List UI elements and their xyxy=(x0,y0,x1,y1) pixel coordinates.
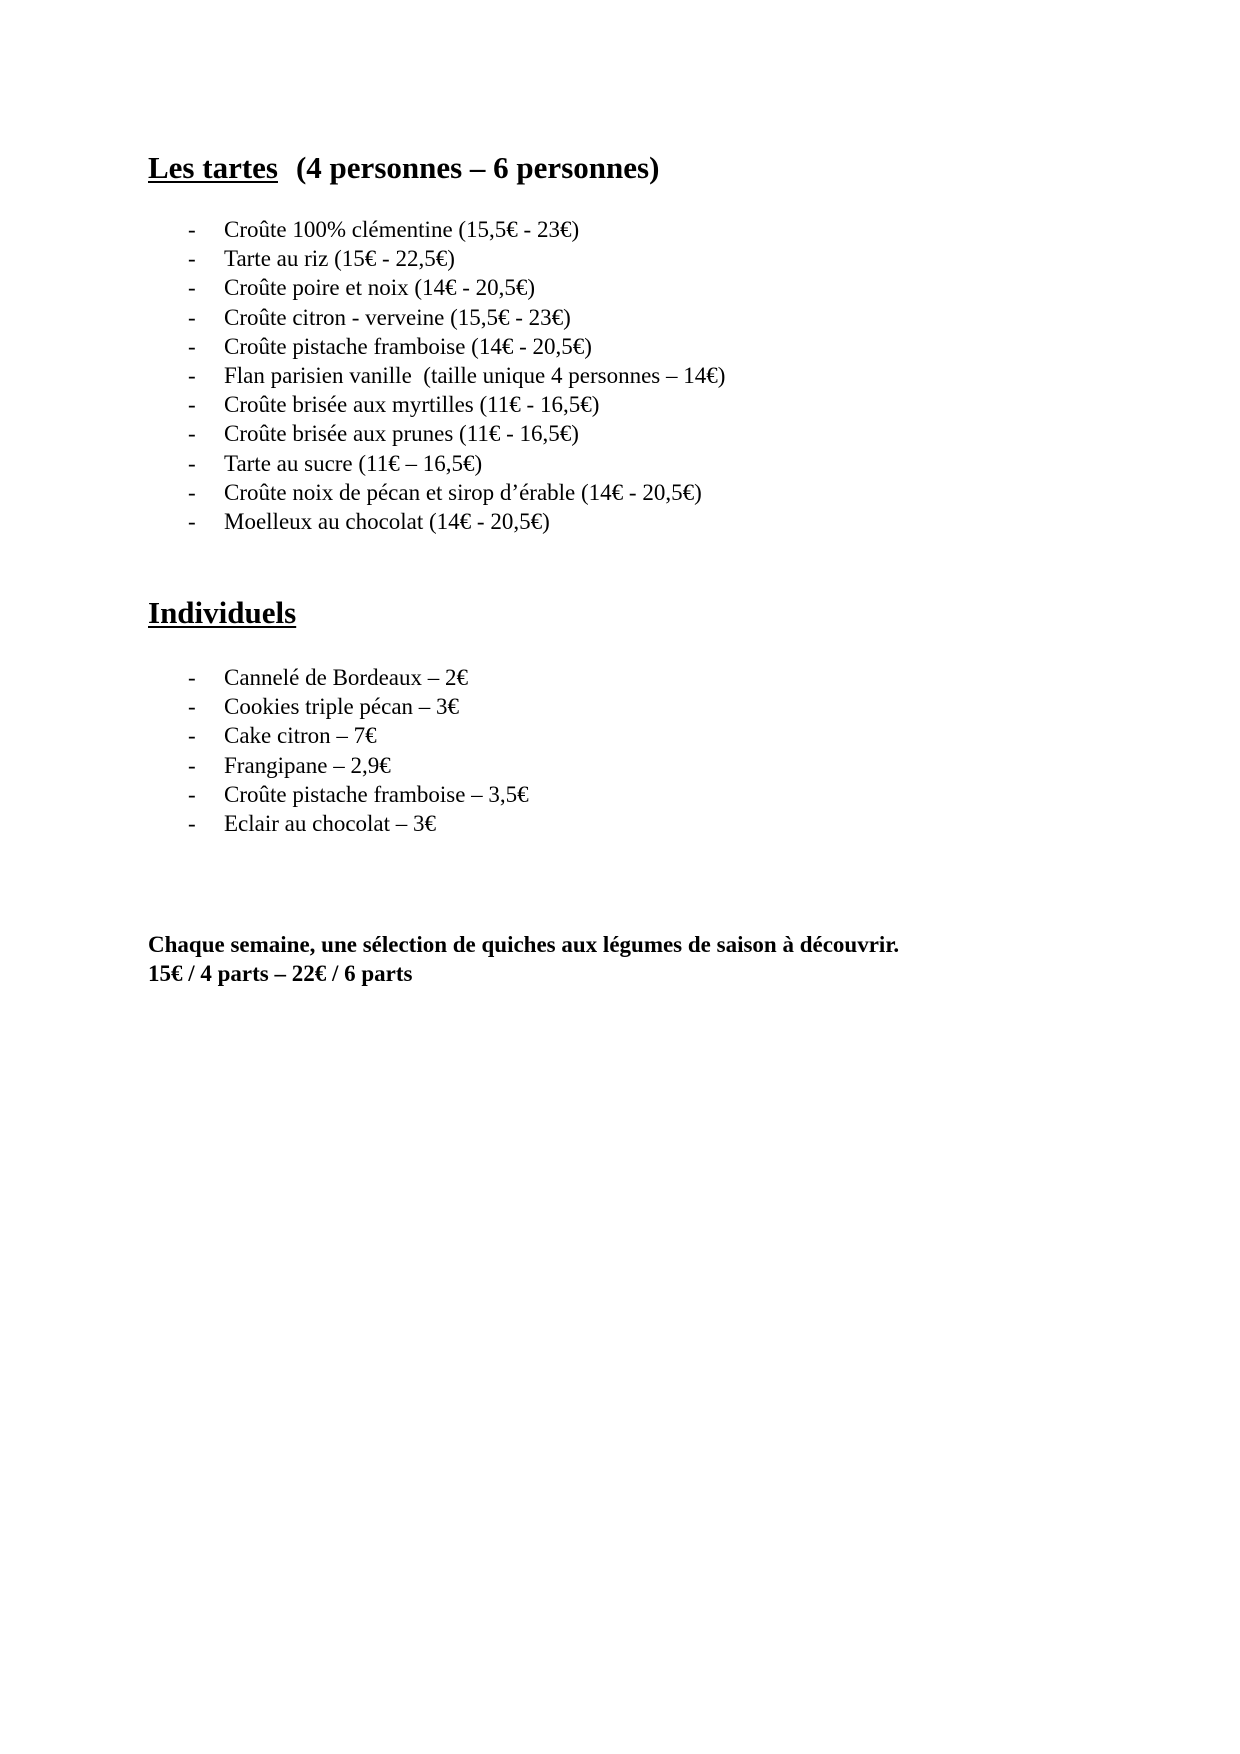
list-item xyxy=(188,215,725,244)
list-item xyxy=(188,332,725,361)
quiche-note-line1: Chaque semaine, une sélection de quiches aux légumes de saison à découvrir. xyxy=(148,932,900,957)
item-text: Cannelé de Bordeaux – 2€ xyxy=(224,665,468,690)
list-item xyxy=(188,663,529,692)
bullet-dash: - xyxy=(188,246,196,272)
bullet-dash: - xyxy=(188,362,196,388)
item-text: Eclair au chocolat – 3€ xyxy=(224,810,437,836)
list-item xyxy=(188,273,725,302)
bullet-dash: - xyxy=(188,304,196,330)
item-text: Tarte au sucre (11€ – 16,5€) xyxy=(224,450,483,476)
tartes-section xyxy=(148,150,726,534)
tartes-list xyxy=(188,215,725,536)
list-item xyxy=(188,507,725,536)
item-text: Croûte pistache framboise (14€ - 20,5€) xyxy=(224,333,592,359)
item-text: Croûte brisée aux prunes (11€ - 16,5€) xyxy=(224,421,579,447)
item-text: Croûte pistache framboise – 3,5€ xyxy=(224,781,529,807)
item-text: Cake citron – 7€ xyxy=(224,723,377,749)
list-item xyxy=(188,303,725,332)
tartes-title: Les tartes xyxy=(148,150,278,185)
bullet-dash: - xyxy=(188,421,196,447)
list-item xyxy=(188,751,529,780)
list-item xyxy=(188,809,529,838)
item-text: Moelleux au chocolat (14€ - 20,5€) xyxy=(224,508,550,534)
bullet-dash: - xyxy=(188,752,196,778)
quiche-note-line2: 15€ / 4 parts – 22€ / 6 parts xyxy=(148,961,413,986)
list-item xyxy=(188,780,529,809)
bullet-dash: - xyxy=(188,217,196,242)
list-item xyxy=(188,478,725,507)
item-text: Croûte citron - verveine (15,5€ - 23€) xyxy=(224,304,571,330)
tartes-subtitle: (4 personnes – 6 personnes) xyxy=(295,150,660,185)
item-text: Tarte au riz (15€ - 22,5€) xyxy=(224,246,455,272)
item-text: Cookies triple pécan – 3€ xyxy=(224,694,460,720)
item-text: Flan parisien vanille (taille unique 4 personnes – 14€) xyxy=(224,362,726,388)
individuels-list xyxy=(188,663,529,838)
bullet-dash: - xyxy=(188,781,196,807)
bullet-dash: - xyxy=(188,508,196,534)
bullet-dash: - xyxy=(188,694,196,720)
bullet-dash: - xyxy=(188,392,196,418)
item-text: Croûte poire et noix (14€ - 20,5€) xyxy=(224,275,536,301)
list-item xyxy=(188,692,529,721)
bullet-dash: - xyxy=(188,450,196,476)
list-item xyxy=(188,419,725,448)
bullet-dash: - xyxy=(188,810,196,836)
individuels-section xyxy=(148,595,529,836)
bullet-dash: - xyxy=(188,333,196,359)
bullet-dash: - xyxy=(188,665,196,690)
bullet-dash: - xyxy=(188,275,196,301)
item-text: Croûte noix de pécan et sirop d’érable (14€ - 20,5€) xyxy=(224,479,702,505)
individuels-heading xyxy=(148,595,296,631)
bullet-dash: - xyxy=(188,723,196,749)
item-text: Croûte brisée aux myrtilles (11€ - 16,5€) xyxy=(224,392,600,418)
item-text: Croûte 100% clémentine (15,5€ - 23€) xyxy=(224,217,580,242)
item-text: Frangipane – 2,9€ xyxy=(224,752,391,778)
list-item xyxy=(188,721,529,750)
list-item xyxy=(188,244,725,273)
list-item xyxy=(188,390,725,419)
quiche-note xyxy=(148,930,899,988)
list-item xyxy=(188,361,725,390)
individuels-title: Individuels xyxy=(148,595,297,630)
bullet-dash: - xyxy=(188,479,196,505)
tartes-heading xyxy=(148,150,659,186)
list-item xyxy=(188,449,725,478)
